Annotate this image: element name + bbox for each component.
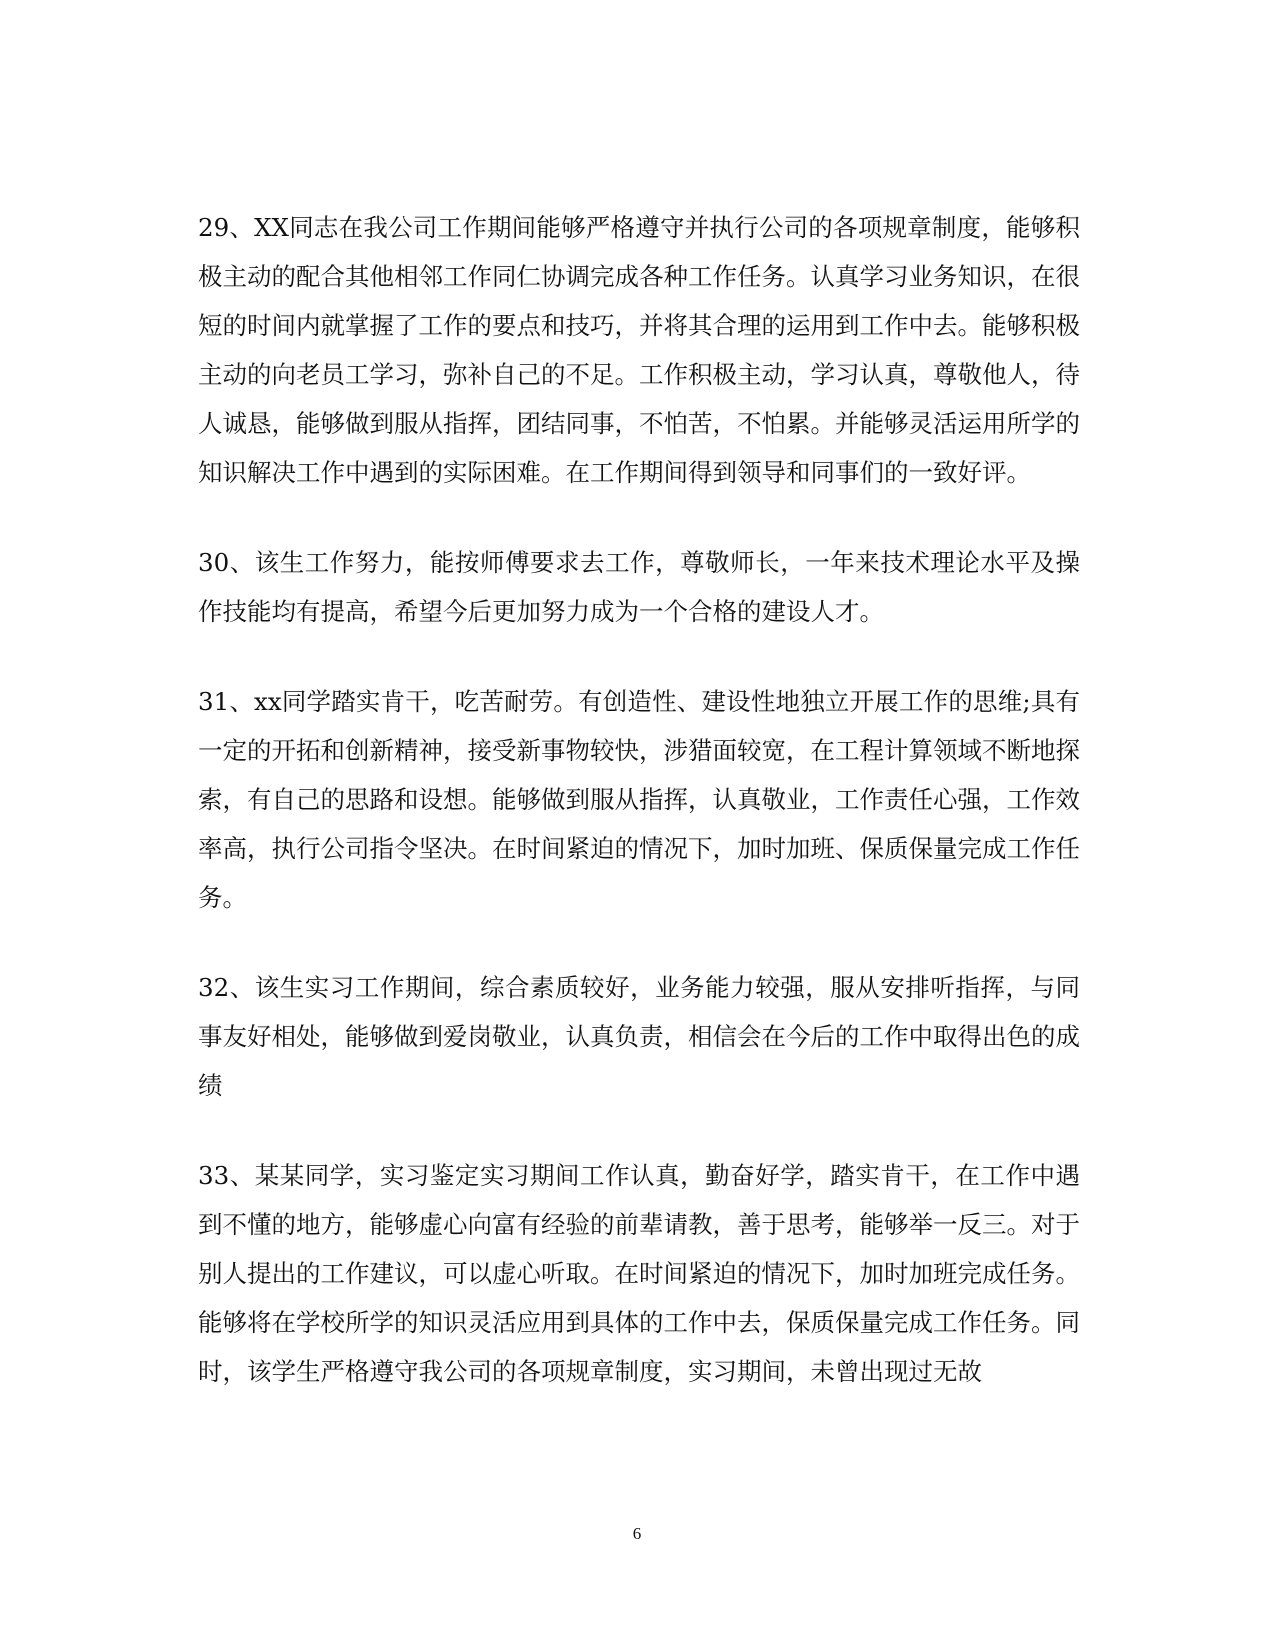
paragraph-33: 33、某某同学，实习鉴定实习期间工作认真，勤奋好学，踏实肯干，在工作中遇到不懂的地方，能够虚心向富有经验的前辈请教，善于思考，能够举一反三。对于别人提出的工作建议，可以虚心听取。在时间紧迫的情况下，加时加班完成任务。能够将在学校所学的知识灵活应用到具体的工作中去，保质保量完成工作任务。同时，该学生严格遵守我公司的各项规章制度，实习期间，未曾出现过无故 bbox=[198, 1161, 1080, 1386]
paragraph-31: 31、xx同学踏实肯干，吃苦耐劳。有创造性、建设性地独立开展工作的思维;具有一定的开拓和创新精神，接受新事物较快，涉猎面较宽，在工程计算领域不断地探索，有自己的思路和设想。能够做到服从指挥，认真敬业，工作责任心强，工作效率高，执行公司指令坚决。在时间紧迫的情况下，加时加班、保质保量完成工作任务。 bbox=[198, 687, 1080, 912]
paragraph-30: 30、该生工作努力，能按师傅要求去工作，尊敬师长，一年来技术理论水平及操作技能均有提高，希望今后更加努力成为一个合格的建设人才。 bbox=[198, 548, 1080, 626]
paragraph-32: 32、该生实习工作期间，综合素质较好，业务能力较强，服从安排听指挥，与同事友好相处，能够做到爱岗敬业，认真负责，相信会在今后的工作中取得出色的成绩 bbox=[198, 973, 1080, 1100]
document-body bbox=[198, 203, 1080, 1437]
paragraph-29: 29、XX同志在我公司工作期间能够严格遵守并执行公司的各项规章制度，能够积极主动的配合其他相邻工作同仁协调完成各种工作任务。认真学习业务知识，在很短的时间内就掌握了工作的要点和技巧，并将其合理的运用到工作中去。能够积极主动的向老员工学习，弥补自己的不足。工作积极主动，学习认真，尊敬他人，待人诚恳，能够做到服从指挥，团结同事，不怕苦，不怕累。并能够灵活运用所学的知识解决工作中遇到的实际困难。在工作期间得到领导和同事们的一致好评。 bbox=[198, 213, 1080, 487]
page-number: 6 bbox=[632, 1524, 642, 1543]
